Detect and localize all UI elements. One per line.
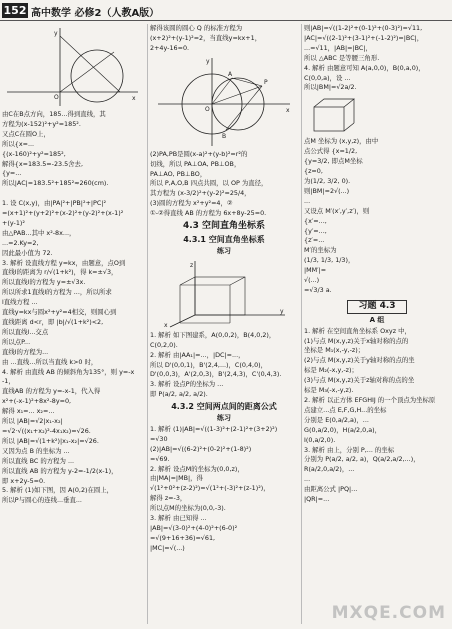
text-line: 所以直线l...交点: [2, 327, 49, 336]
svg-text:x: x: [286, 106, 290, 114]
text-line: (1/3, 1/3, 1/3)，: [304, 256, 355, 265]
text-line: 则|BM|=2√(...): [304, 186, 350, 195]
text-line: 1. 设 C(x,y)，由|PA|²+|PB|²+|PC|²: [2, 199, 107, 208]
text-line: 直线距离 d<r，即 |b|/√(1+k²)<2,: [2, 318, 104, 327]
text-line: 方程为(x-152)²+y²=185².: [2, 119, 81, 128]
text-line: 所以所求1直线l的方程为 ...，所以所求: [2, 288, 112, 297]
text-line: ...=2.Ky=2,: [2, 238, 39, 247]
text-line: I(0,a/2,0).: [304, 435, 336, 444]
text-line: 2. 解析 由|AA₁|=...，|DC|=...，: [150, 350, 245, 359]
two-circles-figure: [150, 56, 296, 148]
svg-text:z: z: [190, 261, 194, 269]
exercise-heading: 练习: [217, 246, 231, 255]
text-line: =√69.: [150, 454, 170, 463]
svg-text:y: y: [206, 57, 210, 65]
text-line: ...: [304, 475, 311, 484]
svg-text:x: x: [132, 95, 136, 102]
text-line: 点建立...点 E,F,G,H...的坐标: [304, 405, 387, 414]
subsection-title: 4.3.2 空间两点间的距离公式: [171, 402, 277, 412]
exercise-set-title: [304, 300, 450, 314]
text-line: 由 ...直线...所以当直线 k>0 时，: [2, 357, 98, 366]
svg-text:y: y: [280, 307, 284, 315]
column-left: [2, 24, 144, 506]
text-line: (x+2)²+(y-1)²=2，当直线y=kx+1，: [150, 33, 262, 42]
text-line: 3. 解析 由上，分别 P,... 的坐标: [304, 445, 395, 454]
text-line: =√2·√((x₁+x₂)²-4x₁x₂)=√26.: [2, 426, 91, 435]
column-middle: [150, 24, 298, 554]
text-line: 5. 解析 (1)如下图，因 A(0,2)在圆上，: [2, 486, 114, 495]
text-line: 坐标是 M₁(x,-y,-z)；: [304, 346, 365, 355]
exercise-heading: 练习: [217, 414, 231, 423]
text-line: 其方程为 (x-3/2)²+(y-2)²=25/4，: [150, 189, 251, 198]
text-line: {z′=...: [304, 236, 325, 245]
text-line: |AB|=√(3-0)²+(4-0)²+(6-0)²: [150, 524, 238, 532]
svg-text:y: y: [54, 30, 58, 37]
col1-top-text: [2, 110, 144, 189]
col3-mid-text: [304, 137, 450, 296]
text-line: 所以 |AB|=√(1+k²)|x₁-x₂|=√26.: [2, 436, 99, 445]
exercise-set-label: 习题 4.3: [347, 300, 406, 314]
svg-text:B: B: [222, 132, 227, 140]
text-line: PA⊥AO, PB⊥BO，: [150, 169, 207, 178]
text-line: 则|AB|=√((1-2)²+(0-1)²+(0-3)²)=√11,: [304, 24, 423, 32]
watermark: MXQE.COM: [331, 603, 446, 623]
text-line: 2. 解析 设点M的坐标为(0,0,z)，: [150, 464, 244, 473]
text-line: R(a/2,0,a/2)，...: [304, 465, 355, 474]
text-line: 所以|AC|=183.5²+185²≈260(cm).: [2, 179, 109, 188]
text-line: 所以点P...: [2, 337, 31, 346]
text-line: (1)与点 M(x,y,z)关于x轴对称的点的: [304, 336, 409, 345]
text-line: 分别为 P(a/2, a/2, a)，Q(a/2,a/2,...)，: [304, 455, 420, 464]
text-line: (3)圆的方程为 x²+y²=4，②: [150, 199, 233, 208]
text-line: 即 P(a/2, a/2, a/2).: [150, 390, 208, 399]
text-line: |AC|=√((2-1)²+(3-1)²+(-1-2)²)=|BC|，: [304, 33, 424, 42]
text-line: √(1²+0²+(z-2)²)=√(1²+(-3)²+(z-1)²)，: [150, 484, 270, 493]
text-line: 标是 M₂(-x,y,-z)；: [304, 366, 358, 375]
text-line: 解得 x₁=... x₂=...: [2, 407, 55, 416]
text-line: C(0,0,a)，设 ...: [304, 73, 351, 82]
text-line: 解得{x=183.5=-23.5舍去,: [2, 159, 83, 168]
text-line: =(x+1)²+(y+2)²+(x-2)²+(y-2)²+(x-1)²: [2, 209, 124, 218]
text-line: D'(0,0,3)，A'(2,0,3)，B'(2,4,3)，C'(0,4,3).: [150, 370, 282, 379]
text-line: 2. 解析 以正方体 EFGHIJ 的一个顶点为坐标原: [304, 396, 436, 404]
coordinate-box-figure: [150, 259, 296, 329]
text-line: 又因为点 B 的坐标为 ...: [2, 446, 70, 455]
text-line: G(0,a/2,0)，H(a/2,0,a)，: [304, 425, 382, 434]
text-line: 2+4y-16=0.: [150, 43, 190, 52]
text-line: 3. 解析 设直线方程 y=kx，由题意，点O到: [2, 258, 126, 267]
text-line: (3)与点 M(x,y,z)关于z轴对称的点的坐: [304, 376, 415, 385]
text-line: 直线AB 的方程为 y=-x-1，代入得: [2, 387, 101, 396]
group-a-heading: A 组: [369, 315, 385, 324]
svg-text:O: O: [205, 105, 210, 113]
col2-distance-text: [150, 425, 298, 554]
text-line: {y′=...,: [304, 226, 327, 235]
col2-mid-text: [150, 150, 298, 219]
text-line: (2)|AB|=√((6-2)²+(0-2)²+(1-8)²): [150, 444, 252, 453]
text-line: 直线l的方程为...: [2, 347, 49, 356]
text-line: M′的坐标为: [304, 246, 337, 255]
text-line: =√3/3 a.: [304, 285, 332, 294]
text-line: |MM′|=: [304, 266, 327, 275]
text-line: 由|MA|=|MB|，得: [150, 474, 203, 483]
text-line: 解得 z=-3，: [150, 494, 187, 503]
text-line: (2)与点 M(x,y,z)关于y轴对称的点的坐: [304, 356, 415, 365]
text-line: |QR|=...: [304, 495, 330, 504]
text-line: 直线l的距离为 r/√(1+k²)，得 k=±√3，: [2, 268, 118, 277]
col3-exercise-text: [304, 327, 450, 505]
text-line: |MC|=√(...): [150, 543, 185, 552]
page-number: 152: [3, 4, 27, 17]
text-line: 4. 解析 由题意可知 A(a,0,0)，B(0,a,0)，: [304, 63, 425, 72]
text-line: +(y-1)²: [2, 218, 25, 227]
text-line: {(x-160)²+y²=185²,: [2, 149, 66, 158]
text-line: (2)PA,PB是圆(x-a)²+(y-b)²=r²的: [150, 149, 248, 158]
text-line: C(0,2,0).: [150, 340, 178, 349]
text-line: 由△PAB...其中 x²-8x...，: [2, 228, 76, 237]
column-divider: [147, 24, 148, 624]
text-line: 所以 P,A,O,B 四点共圆，以 OP 为直径，: [150, 179, 268, 188]
text-line: 3. 解析 由已知得 ...: [150, 514, 207, 523]
text-line: -1，: [2, 377, 15, 386]
svg-text:x: x: [164, 321, 168, 329]
text-line: {x′=...,: [304, 216, 327, 225]
svg-text:O: O: [54, 94, 59, 101]
text-line: ...: [304, 196, 311, 205]
page-header: [0, 0, 452, 20]
col2-top-text: [150, 24, 298, 54]
text-line: 所以P与圆心的连线...垂直...: [2, 496, 82, 505]
text-line: {y=...: [2, 169, 22, 178]
text-line: 所以|BM|=√2a/2.: [304, 83, 357, 92]
cube-figure: [304, 95, 364, 135]
header-rule: [0, 20, 452, 21]
text-line: ①-②得直线 AB 的方程为 6x+8y-25=0.: [150, 209, 267, 218]
text-line: 4. 解析 由直线 AB 的倾斜角为135°，则 y=-x: [2, 367, 135, 376]
svg-text:A: A: [228, 70, 233, 78]
col3-top-text: [304, 24, 450, 93]
column-divider: [301, 24, 302, 624]
text-line: 所以直线 AB 的方程为 y-2=-1/2(x-1)，: [2, 466, 118, 475]
text-line: 解得该圆的圆心 Q 的标准方程为: [150, 24, 243, 32]
text-line: 分别是 E(0,a/2,a)，...: [304, 415, 369, 424]
subsection-title: 4.3.1 空间直角坐标系: [183, 234, 265, 244]
text-line: l直线方程 ...: [2, 298, 38, 307]
text-line: 所以点M的坐标为(0,0,-3).: [150, 504, 226, 513]
text-line: 所以 |AB|=√2|x₁-x₂|: [2, 417, 63, 426]
text-line: 切线，所以 PA⊥OA, PB⊥OB，: [150, 159, 241, 168]
text-line: √(...): [304, 276, 320, 285]
column-right: [304, 24, 450, 505]
text-line: 所以直线l的方程为 y=±√3x.: [2, 278, 86, 287]
text-line: ...=√11，|AB|=|BC|，: [304, 43, 372, 52]
text-line: 所以{x=...: [2, 139, 35, 148]
text-line: 点M 坐标为 (x,y,z)，由中: [304, 137, 379, 146]
text-line: 所以 △ABC 是等腰三角形.: [304, 53, 380, 62]
circle-figure-1: [2, 26, 142, 108]
text-line: 为(1/2, 3/2, 0).: [304, 176, 351, 185]
text-line: 又设点 M′(x′,y′,z′)，则: [304, 206, 370, 215]
text-line: 1. 解析 (1)|AB|=√((1-3)²+(2-1)²+(3+2)²): [150, 424, 278, 433]
svg-text:P: P: [264, 78, 268, 86]
text-line: 1. 解析 如下图建系，A(0,0,2)，B(4,0,2)，: [150, 330, 276, 339]
col1-body-text: [2, 199, 144, 506]
text-line: 所以直线 BC 的方程为 ...: [2, 456, 75, 465]
section-title: 4.3 空间直角坐标系: [182, 221, 266, 232]
text-line: x²+(-x-1)²+8x²-8y=0,: [2, 397, 72, 406]
text-line: =√30: [150, 434, 168, 443]
text-line: 因此最小值为 72.: [2, 248, 53, 257]
text-line: 所以 D'(0,0,1)，B'(2,4,...)，C(0,4,0)，: [150, 360, 268, 369]
text-line: {z=0,: [304, 167, 323, 176]
text-line: 点公式得 {x=1/2,: [304, 147, 358, 156]
text-line: 1. 解析 在空间直角坐标系 Oxyz 中，: [304, 326, 411, 335]
text-line: 由距离公式 |PQ|...: [304, 485, 358, 494]
text-line: 由C在B点方向，185...得到直线，其: [2, 110, 106, 118]
text-line: 直线y=kx与圆x²+y²=4相交，则圆心到: [2, 308, 117, 317]
text-line: 即 x+2y-5=0.: [2, 476, 46, 485]
col2-after-figure-text: [150, 331, 298, 400]
text-line: 又点C在圆O上，: [2, 129, 50, 138]
text-line: =√(9+16+36)=√61,: [150, 533, 216, 542]
text-line: {y=3/2, 即点M坐标: [304, 157, 363, 166]
text-line: 标是 M₃(-x,-y,z).: [304, 386, 354, 395]
book-title: 高中数学 必修2（人教A版）: [31, 8, 160, 19]
text-line: 3. 解析 设点P的坐标为 ...: [150, 380, 224, 389]
